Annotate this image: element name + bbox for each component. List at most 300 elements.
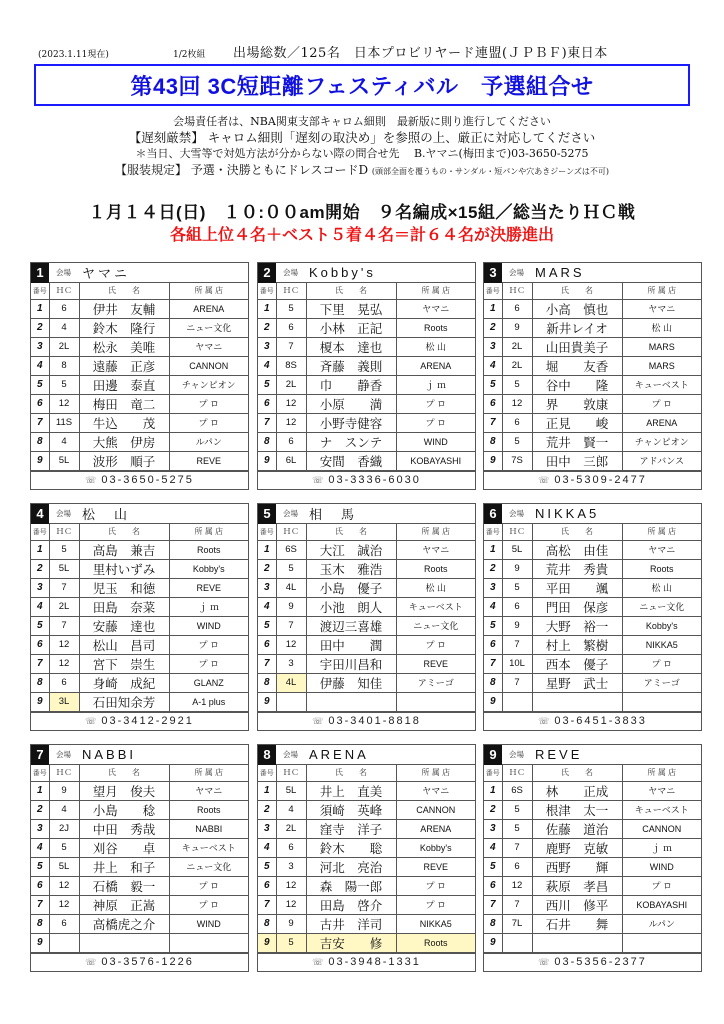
table-row xyxy=(31,819,248,838)
player-hc xyxy=(502,933,532,952)
player-number: 7 xyxy=(484,413,502,432)
player-number: 6 xyxy=(484,635,502,654)
note-late-policy: 【遅刻厳禁】 キャロム細則「遅刻の取決め」を参照の上、厳正に対応してください xyxy=(128,130,596,145)
col-no: 番号 xyxy=(31,765,49,781)
group-number: 5 xyxy=(258,504,276,524)
table-row xyxy=(484,394,701,413)
table-row xyxy=(31,432,248,451)
table-row xyxy=(31,838,248,857)
player-shop: WIND xyxy=(622,857,701,876)
player-hc: 6 xyxy=(502,413,532,432)
player-hc: 11S xyxy=(49,413,79,432)
player-name: 井上 直美 xyxy=(306,781,396,800)
player-name: 梅田 竜二 xyxy=(79,394,169,413)
group-table-3 xyxy=(483,262,702,490)
group-number: 1 xyxy=(31,263,49,283)
player-hc: 6 xyxy=(502,299,532,318)
phone-icon: ☏ xyxy=(538,956,552,967)
venue-name: REVE xyxy=(535,747,583,762)
player-name: 大野 裕一 xyxy=(532,616,622,635)
player-name: 山田貴美子 xyxy=(532,337,622,356)
player-name: 巾 静香 xyxy=(306,375,396,394)
player-name: 田邊 泰直 xyxy=(79,375,169,394)
player-hc xyxy=(276,692,306,711)
table-row xyxy=(484,299,701,318)
player-shop: ｊ ｍ xyxy=(169,597,248,616)
player-name: 吉安 修 xyxy=(306,933,396,952)
venue-phone xyxy=(258,712,475,730)
player-shop: プ ロ xyxy=(622,654,701,673)
player-shop: ｊ ｍ xyxy=(396,375,475,394)
player-hc: 4 xyxy=(49,432,79,451)
col-name: 氏 名 xyxy=(532,765,622,781)
table-row xyxy=(258,597,475,616)
player-shop: A-1 plus xyxy=(169,692,248,711)
group-header xyxy=(258,504,475,524)
table-row xyxy=(484,540,701,559)
player-hc: 5 xyxy=(502,578,532,597)
table-row xyxy=(31,540,248,559)
player-number: 8 xyxy=(258,914,276,933)
player-hc: 2L xyxy=(49,597,79,616)
column-header-row xyxy=(31,765,248,781)
group-number: 3 xyxy=(484,263,502,283)
group-table-6 xyxy=(483,503,702,731)
player-shop: プ ロ xyxy=(169,895,248,914)
table-row xyxy=(31,914,248,933)
player-number: 6 xyxy=(484,394,502,413)
player-name: 正見 峻 xyxy=(532,413,622,432)
col-shop: 所 属 店 xyxy=(622,283,701,299)
player-hc: 7 xyxy=(502,635,532,654)
table-row xyxy=(258,616,475,635)
player-hc: 7S xyxy=(502,451,532,470)
player-hc: 6 xyxy=(49,299,79,318)
player-number: 1 xyxy=(258,781,276,800)
player-hc: 2L xyxy=(502,356,532,375)
player-number: 2 xyxy=(31,318,49,337)
table-row xyxy=(258,432,475,451)
group-table-2 xyxy=(257,262,476,490)
player-hc: 5 xyxy=(502,800,532,819)
table-row xyxy=(258,318,475,337)
player-name: 玉木 雅浩 xyxy=(306,559,396,578)
table-row xyxy=(258,914,475,933)
player-number: 9 xyxy=(31,692,49,711)
venue-phone xyxy=(31,471,248,489)
venue-label: 会場 xyxy=(283,509,298,518)
player-name: 西川 修平 xyxy=(532,895,622,914)
table-row xyxy=(31,857,248,876)
table-row xyxy=(258,654,475,673)
player-number: 2 xyxy=(258,318,276,337)
player-number: 5 xyxy=(484,616,502,635)
venue-label: 会場 xyxy=(509,750,524,759)
player-name: 村上 繁樹 xyxy=(532,635,622,654)
player-name: 萩原 孝昌 xyxy=(532,876,622,895)
table-row xyxy=(31,876,248,895)
player-hc: 2L xyxy=(502,337,532,356)
player-number: 2 xyxy=(31,800,49,819)
player-hc: 6 xyxy=(502,857,532,876)
player-shop xyxy=(396,692,475,711)
player-shop: プ ロ xyxy=(169,635,248,654)
player-number: 6 xyxy=(258,635,276,654)
player-number: 2 xyxy=(484,318,502,337)
player-hc: 9 xyxy=(502,559,532,578)
player-number: 1 xyxy=(484,299,502,318)
table-row xyxy=(258,578,475,597)
player-name: 波形 順子 xyxy=(79,451,169,470)
table-row xyxy=(31,616,248,635)
table-row xyxy=(484,635,701,654)
col-no: 番号 xyxy=(258,524,276,540)
col-hc: ＨＣ xyxy=(502,524,532,540)
phone-number: 03-3948-1331 xyxy=(328,956,421,968)
player-shop: ARENA xyxy=(622,413,701,432)
player-number: 4 xyxy=(258,597,276,616)
player-table xyxy=(258,765,475,953)
player-name: 牛込 茂 xyxy=(79,413,169,432)
table-row xyxy=(258,356,475,375)
player-shop: アミーゴ xyxy=(622,673,701,692)
col-shop: 所 属 店 xyxy=(396,524,475,540)
group-number: 7 xyxy=(31,745,49,765)
player-number: 8 xyxy=(484,432,502,451)
player-table xyxy=(258,524,475,712)
player-number: 1 xyxy=(258,299,276,318)
player-hc: 2L xyxy=(276,375,306,394)
col-hc: ＨＣ xyxy=(502,765,532,781)
player-hc xyxy=(49,933,79,952)
player-shop: ルパン xyxy=(622,914,701,933)
player-shop: ニュー文化 xyxy=(622,597,701,616)
player-hc: 9 xyxy=(276,597,306,616)
player-name: 須崎 英峰 xyxy=(306,800,396,819)
col-no: 番号 xyxy=(484,765,502,781)
player-number: 8 xyxy=(31,432,49,451)
player-shop: アミーゴ xyxy=(396,673,475,692)
player-name: 小島 優子 xyxy=(306,578,396,597)
phone-icon: ☏ xyxy=(538,715,552,726)
player-number: 2 xyxy=(258,559,276,578)
table-row xyxy=(258,838,475,857)
group-table-5 xyxy=(257,503,476,731)
col-no: 番号 xyxy=(31,524,49,540)
player-number: 9 xyxy=(484,451,502,470)
dress-code-detail: (頭部全面を覆うもの・サンダル・短パンや穴あきジーンズは不可) xyxy=(371,167,610,176)
group-table-9 xyxy=(483,744,702,972)
player-shop: Roots xyxy=(169,800,248,819)
player-hc: 5 xyxy=(502,432,532,451)
group-table-4 xyxy=(30,503,249,731)
player-hc: 6L xyxy=(276,451,306,470)
player-number: 7 xyxy=(258,654,276,673)
column-header-row xyxy=(484,283,701,299)
player-shop: ヤマニ xyxy=(396,540,475,559)
group-header xyxy=(484,263,701,283)
player-shop: Roots xyxy=(396,318,475,337)
player-name: 田島 啓介 xyxy=(306,895,396,914)
table-row xyxy=(258,673,475,692)
player-shop: KOBAYASHI xyxy=(396,451,475,470)
player-hc: 12 xyxy=(276,413,306,432)
player-name: 鹿野 克敏 xyxy=(532,838,622,857)
col-name: 氏 名 xyxy=(306,524,396,540)
player-shop: チャンピオン xyxy=(169,375,248,394)
player-hc: 2L xyxy=(276,819,306,838)
col-hc: ＨＣ xyxy=(276,524,306,540)
player-name: 森 陽一郎 xyxy=(306,876,396,895)
player-shop: CANNON xyxy=(396,800,475,819)
player-table xyxy=(484,283,701,471)
player-hc: 7 xyxy=(276,616,306,635)
player-name: 小高 慎也 xyxy=(532,299,622,318)
table-row xyxy=(484,413,701,432)
col-name: 氏 名 xyxy=(532,524,622,540)
player-hc: 12 xyxy=(276,895,306,914)
player-hc: 6 xyxy=(49,914,79,933)
player-name: 中田 秀哉 xyxy=(79,819,169,838)
phone-icon: ☏ xyxy=(538,474,552,485)
player-hc: 7 xyxy=(49,578,79,597)
player-hc: 5 xyxy=(276,933,306,952)
player-shop: プ ロ xyxy=(169,413,248,432)
player-name: 石橋 毅一 xyxy=(79,876,169,895)
player-shop: キューベスト xyxy=(622,375,701,394)
player-number: 9 xyxy=(258,692,276,711)
group-header xyxy=(31,263,248,283)
col-shop: 所 属 店 xyxy=(396,765,475,781)
player-shop: キューベスト xyxy=(622,800,701,819)
sheet-count: 1/2枚組 xyxy=(173,50,206,60)
player-hc: 7L xyxy=(502,914,532,933)
player-shop: プ ロ xyxy=(169,654,248,673)
player-shop: キューベスト xyxy=(169,838,248,857)
player-name: 門田 保彦 xyxy=(532,597,622,616)
player-number: 9 xyxy=(31,451,49,470)
table-row xyxy=(484,356,701,375)
venue-phone xyxy=(31,953,248,971)
player-number: 3 xyxy=(31,337,49,356)
player-name: 児玉 和徳 xyxy=(79,578,169,597)
player-shop: ニュー文化 xyxy=(169,318,248,337)
table-row xyxy=(258,299,475,318)
venue-label: 会場 xyxy=(56,268,71,277)
player-shop xyxy=(622,692,701,711)
group-header xyxy=(484,504,701,524)
table-row xyxy=(31,299,248,318)
table-row xyxy=(31,394,248,413)
player-shop: MARS xyxy=(622,356,701,375)
player-name: 下里 晃弘 xyxy=(306,299,396,318)
player-number: 4 xyxy=(31,838,49,857)
player-number: 2 xyxy=(258,800,276,819)
player-hc: 5L xyxy=(49,559,79,578)
player-hc: 6S xyxy=(502,781,532,800)
venue-name: 相 馬 xyxy=(309,507,358,522)
table-row xyxy=(484,578,701,597)
player-name: 井上 和子 xyxy=(79,857,169,876)
player-number: 5 xyxy=(31,857,49,876)
player-name: 小原 満 xyxy=(306,394,396,413)
player-hc: 6 xyxy=(49,673,79,692)
player-number: 5 xyxy=(31,616,49,635)
col-hc: ＨＣ xyxy=(49,283,79,299)
player-table xyxy=(31,765,248,953)
player-number: 2 xyxy=(31,559,49,578)
player-hc: 3L xyxy=(49,692,79,711)
player-name: 斉藤 義則 xyxy=(306,356,396,375)
player-name: 林 正成 xyxy=(532,781,622,800)
player-number: 2 xyxy=(484,559,502,578)
player-shop: プ ロ xyxy=(396,394,475,413)
column-header-row xyxy=(31,283,248,299)
group-number: 6 xyxy=(484,504,502,524)
player-name: 安間 香織 xyxy=(306,451,396,470)
col-no: 番号 xyxy=(484,524,502,540)
table-row xyxy=(484,857,701,876)
phone-number: 03-6451-3833 xyxy=(554,715,647,727)
player-number: 6 xyxy=(484,876,502,895)
player-number: 7 xyxy=(258,413,276,432)
player-hc: 5L xyxy=(49,857,79,876)
player-table xyxy=(31,524,248,712)
player-name: 神原 正嵩 xyxy=(79,895,169,914)
player-hc: 5L xyxy=(276,781,306,800)
player-hc: 9 xyxy=(49,781,79,800)
table-row xyxy=(31,413,248,432)
player-name: 根津 太一 xyxy=(532,800,622,819)
phone-icon: ☏ xyxy=(85,715,99,726)
player-number: 6 xyxy=(31,635,49,654)
table-row xyxy=(31,451,248,470)
table-row xyxy=(484,876,701,895)
group-number: 8 xyxy=(258,745,276,765)
note-dress-code xyxy=(0,162,724,180)
player-name: 堀 友香 xyxy=(532,356,622,375)
player-number: 5 xyxy=(31,375,49,394)
player-shop: ヤマニ xyxy=(396,299,475,318)
player-shop: ARENA xyxy=(396,356,475,375)
player-name: 田中 潤 xyxy=(306,635,396,654)
player-name: 小池 朗人 xyxy=(306,597,396,616)
player-hc: 8S xyxy=(276,356,306,375)
player-shop: ヤマニ xyxy=(169,781,248,800)
player-number: 4 xyxy=(31,597,49,616)
table-row xyxy=(31,578,248,597)
player-number: 8 xyxy=(258,432,276,451)
group-number: 2 xyxy=(258,263,276,283)
venue-name: 松 山 xyxy=(82,507,131,522)
table-row xyxy=(484,819,701,838)
player-shop: Roots xyxy=(396,559,475,578)
venue-phone xyxy=(258,471,475,489)
column-header-row xyxy=(258,765,475,781)
table-row xyxy=(484,838,701,857)
player-name: 界 敦康 xyxy=(532,394,622,413)
group-number: 4 xyxy=(31,504,49,524)
col-name: 氏 名 xyxy=(306,283,396,299)
table-row xyxy=(484,800,701,819)
venue-phone xyxy=(484,953,701,971)
player-table xyxy=(484,524,701,712)
player-name: 大熊 伊房 xyxy=(79,432,169,451)
player-shop: ARENA xyxy=(169,299,248,318)
player-shop: ヤマニ xyxy=(622,540,701,559)
player-shop: キューベスト xyxy=(396,597,475,616)
player-number: 6 xyxy=(258,876,276,895)
player-hc: 10L xyxy=(502,654,532,673)
table-row xyxy=(258,781,475,800)
player-hc: 9 xyxy=(502,318,532,337)
table-row xyxy=(484,375,701,394)
table-row xyxy=(484,337,701,356)
player-shop: プ ロ xyxy=(396,876,475,895)
advance-rule: 各組上位４名＋ベスト５着４名＝計６４名が決勝進出 xyxy=(169,227,554,244)
table-row xyxy=(258,413,475,432)
table-row xyxy=(484,318,701,337)
player-shop: CANNON xyxy=(622,819,701,838)
player-hc: 12 xyxy=(276,635,306,654)
table-row xyxy=(258,394,475,413)
group-header xyxy=(31,504,248,524)
player-shop: GLANZ xyxy=(169,673,248,692)
table-row xyxy=(258,635,475,654)
player-number: 3 xyxy=(31,578,49,597)
player-hc: 9 xyxy=(276,914,306,933)
phone-icon: ☏ xyxy=(312,474,326,485)
player-number: 7 xyxy=(484,654,502,673)
player-number: 8 xyxy=(484,914,502,933)
player-name: 星野 武士 xyxy=(532,673,622,692)
player-table xyxy=(31,283,248,471)
col-shop: 所 属 店 xyxy=(622,524,701,540)
player-hc: 4 xyxy=(49,800,79,819)
table-row xyxy=(258,857,475,876)
player-number: 8 xyxy=(484,673,502,692)
player-shop: 松 山 xyxy=(622,578,701,597)
player-hc: 6 xyxy=(276,318,306,337)
player-number: 8 xyxy=(31,673,49,692)
schedule-text: １月１４日(日) １０:００am開始 ９名編成×15組／総当たりＨＣ戦 xyxy=(88,203,636,222)
column-header-row xyxy=(31,524,248,540)
player-hc: 12 xyxy=(49,394,79,413)
player-shop: MARS xyxy=(622,337,701,356)
player-name xyxy=(79,933,169,952)
player-table xyxy=(484,765,701,953)
player-name xyxy=(306,692,396,711)
table-row xyxy=(31,800,248,819)
player-name: 宮下 崇生 xyxy=(79,654,169,673)
player-shop: REVE xyxy=(396,857,475,876)
player-shop: Kobby's xyxy=(622,616,701,635)
venue-name: MARS xyxy=(535,265,585,280)
table-row xyxy=(31,597,248,616)
col-shop: 所 属 店 xyxy=(169,765,248,781)
player-hc: 12 xyxy=(276,394,306,413)
table-row xyxy=(258,819,475,838)
phone-number: 03-5356-2377 xyxy=(554,956,647,968)
player-name: 田中 三郎 xyxy=(532,451,622,470)
player-name: 石田知余芳 xyxy=(79,692,169,711)
player-number: 2 xyxy=(484,800,502,819)
player-name: 小島 稔 xyxy=(79,800,169,819)
player-shop: プ ロ xyxy=(169,394,248,413)
group-header xyxy=(258,745,475,765)
player-shop: CANNON xyxy=(169,356,248,375)
player-hc: 5 xyxy=(276,299,306,318)
